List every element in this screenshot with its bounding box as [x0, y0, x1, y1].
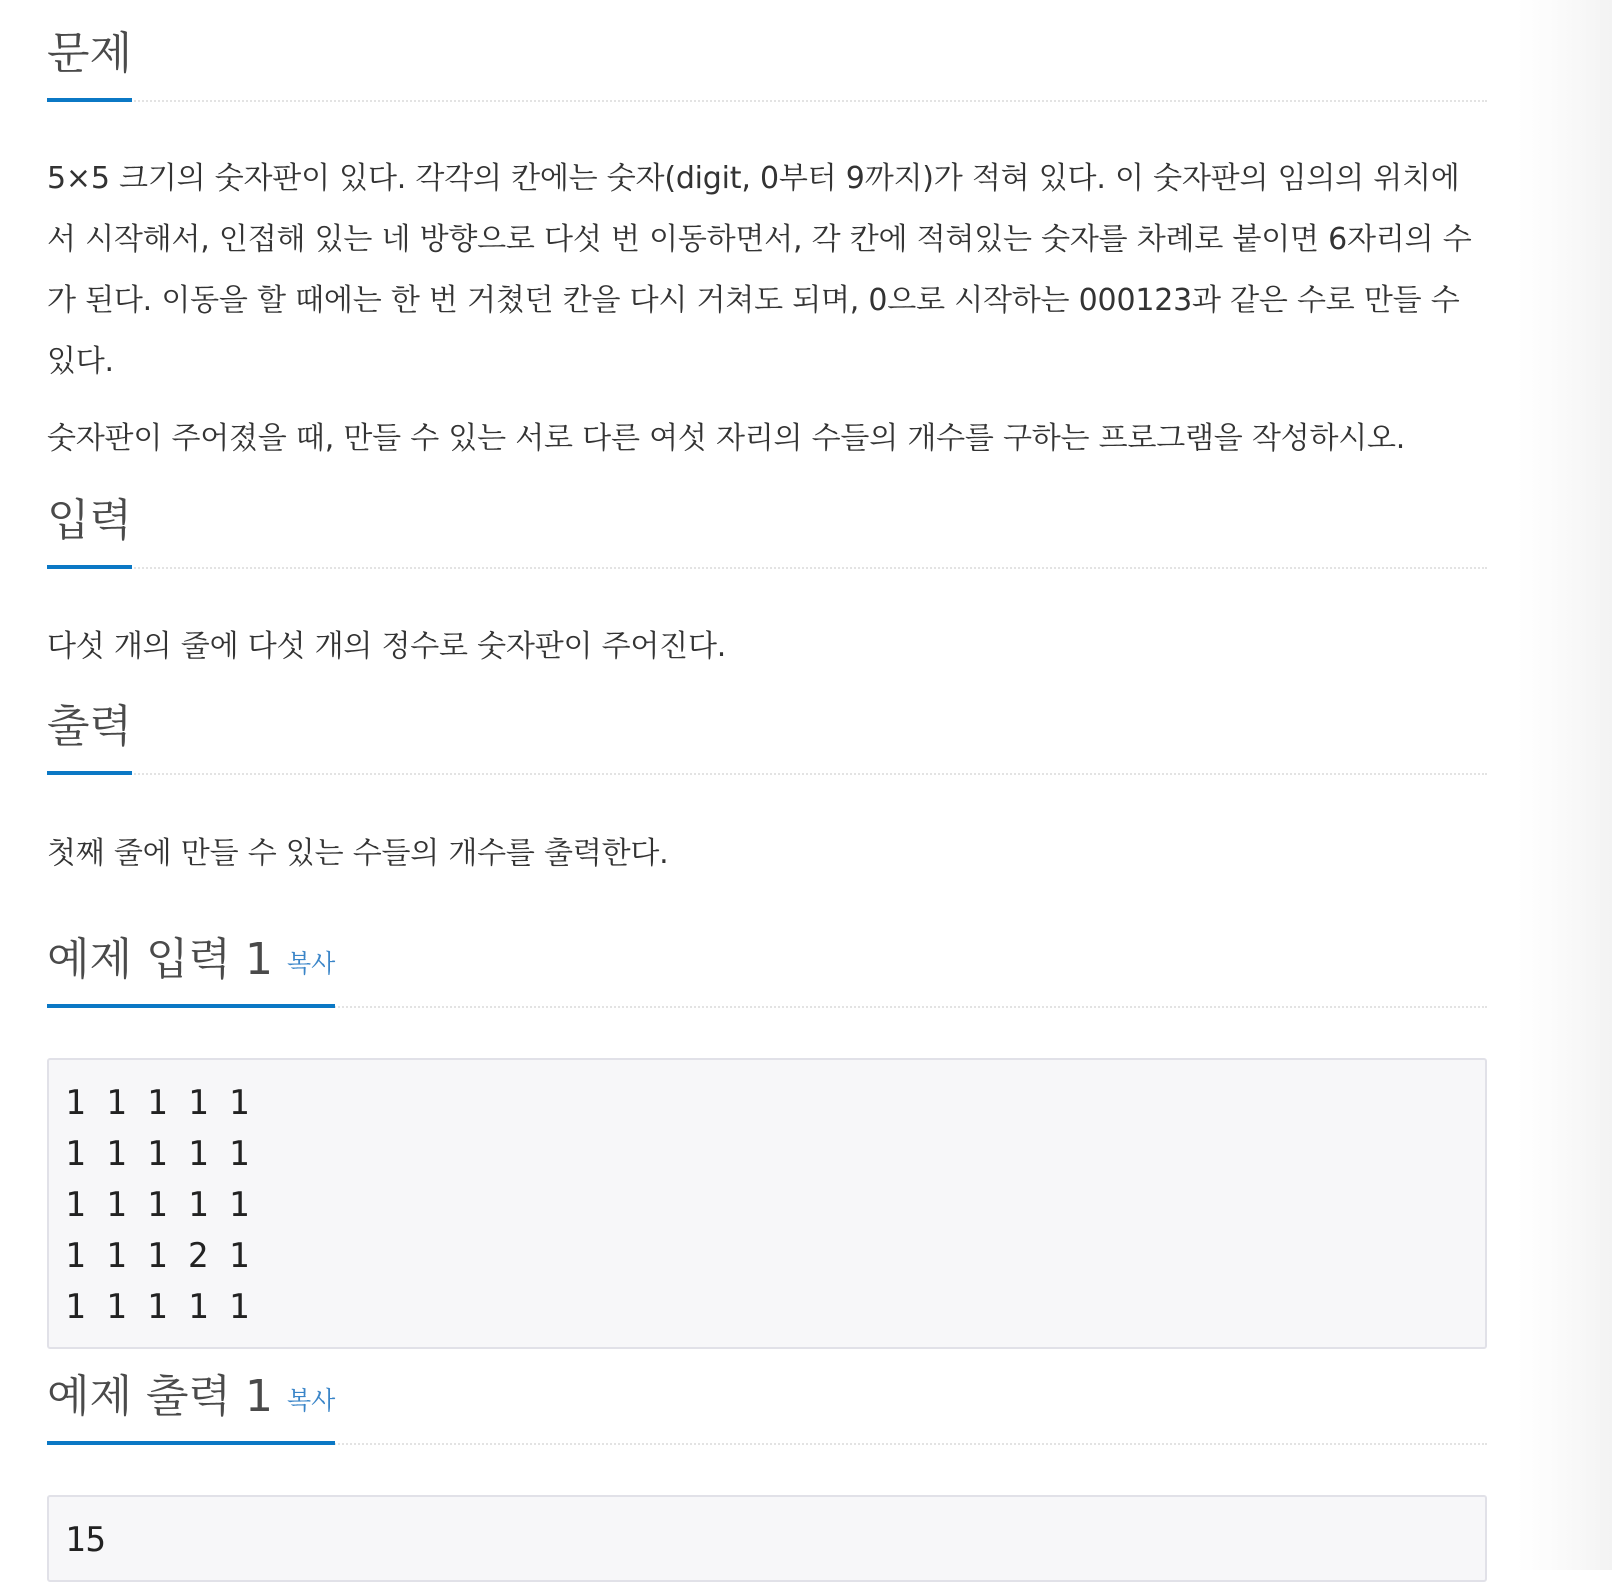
output-section [47, 673, 1487, 884]
sample-output-heading-bar [47, 1343, 1487, 1445]
input-heading-bar [47, 467, 1487, 569]
sample-input-heading [47, 934, 336, 1008]
input-heading-text: 입력 [47, 495, 133, 546]
sample-output-box: 15 [47, 1495, 1487, 1582]
sample-input-heading-text: 예제 입력 1 [47, 934, 273, 985]
problem-heading-bar [47, 0, 1487, 102]
output-heading [47, 701, 133, 775]
problem-question: 숫자판이 주어졌을 때, 만들 수 있는 서로 다른 여섯 자리의 수들의 개수를 구하는 프로그램을 작성하시오. [47, 421, 1406, 456]
sample-output-section [47, 1343, 1487, 1582]
sample-input-copy-link[interactable]: 복사 [286, 949, 336, 978]
sample-input-section [47, 906, 1487, 1349]
sample-output-heading [47, 1371, 336, 1445]
problem-heading [47, 28, 133, 102]
problem-heading-text: 문제 [47, 28, 133, 79]
problem-content [47, 0, 1487, 1582]
input-heading [47, 495, 133, 569]
input-description: 다섯 개의 줄에 다섯 개의 정수로 숫자판이 주어진다. [47, 629, 727, 664]
output-heading-text: 출력 [47, 701, 133, 752]
problem-section [47, 0, 1487, 469]
output-heading-bar [47, 673, 1487, 775]
sample-input-heading-bar [47, 906, 1487, 1008]
input-section [47, 467, 1487, 677]
sample-input-box: 1 1 1 1 1 1 1 1 1 1 1 1 1 1 1 1 1 1 2 1 1 1 1 1 1 [47, 1058, 1487, 1349]
problem-description: 5×5 크기의 숫자판이 있다. 각각의 칸에는 숫자(digit, 0부터 9까지)가 적혀 있다. 이 숫자판의 임의의 위치에서 시작해서, 인접해 있는 네 방향으로 다섯 번 이동하면서, 각 칸에 적혀있는 숫자를 차례로 붙이면 6자리의 수가 된다. 이동을 할 때에는 한 번 거쳤던 칸을 다시 거쳐도 되며, 0으로 시작하는 000123과 같은 수로 만들 수 있다. [47, 161, 1472, 379]
output-description: 첫째 줄에 만들 수 있는 수들의 개수를 출력한다. [47, 836, 669, 871]
sample-output-heading-text: 예제 출력 1 [47, 1371, 273, 1422]
page-right-edge-shade [1517, 0, 1612, 1570]
sample-output-copy-link[interactable]: 복사 [286, 1386, 336, 1415]
